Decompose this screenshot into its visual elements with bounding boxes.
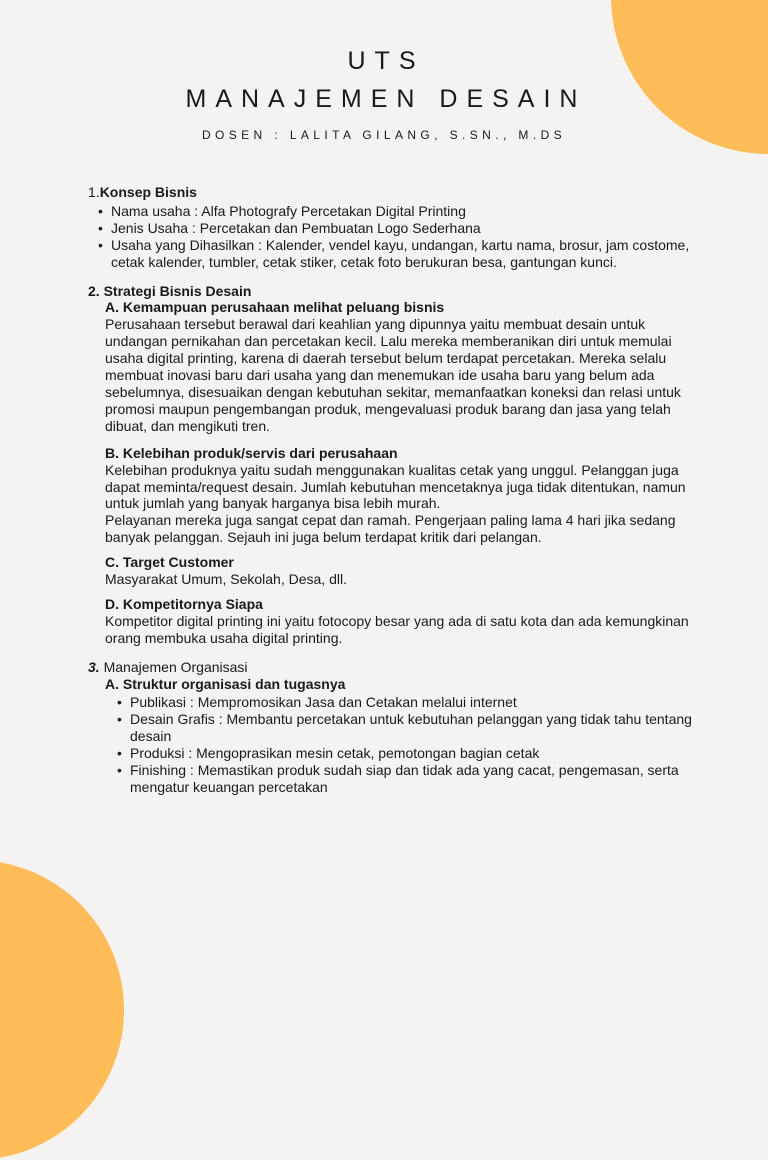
section-2b-heading: B. Kelebihan produk/servis dari perusahaan: [105, 444, 398, 461]
list-item: • Finishing : Memastikan produk sudah siap dan tidak ada yang cacat, pengemasan, serta mengatur keuangan percetakan: [88, 762, 708, 796]
section-2a-paragraph: Perusahaan tersebut berawal dari keahlian yang dipunnya yaitu membuat desain untuk undangan pernikahan dan percetakan kecil. Lalu mereka memberanikan diri untuk memulai usaha digital printing, karena di daerah tersebut belum terdapat percetakan. Mereka selalu membuat inovasi baru dari usaha yang dan menemukan ide usaha baru yang belum ada sebelumnya, disesuaikan dengan kebutuhan sekitar, memanfaatkan koneksi dan relasi untuk promosi maupun pengembangan produk, mengevaluasi produk barang dan jasa yang telah dibuat, dan mengikuti tren.: [105, 316, 681, 434]
section-3-title: Manajemen Organisasi: [103, 658, 248, 675]
list-item: • Publikasi : Mempromosikan Jasa dan Cetakan melalui internet: [88, 694, 708, 711]
document-title-uts: UTS: [347, 47, 425, 75]
list-item: • Jenis Usaha : Percetakan dan Pembuatan Logo Sederhana: [88, 220, 708, 237]
list-item: • Desain Grafis : Membantu percetakan untuk kebutuhan pelanggan yang tidak tahu tentang desain: [88, 711, 708, 745]
section-2-number: 2.: [88, 282, 100, 299]
section-3-list: [88, 694, 708, 795]
document-title-course: MANAJEMEN DESAIN: [185, 85, 587, 113]
lecturer-line: DOSEN : LALITA GILANG, S.SN., M.DS: [201, 128, 567, 142]
decorative-circle-bottom-left: [0, 860, 124, 1160]
section-2a-heading: A. Kemampuan perusahaan melihat peluang bisnis: [105, 299, 445, 316]
section-2b-paragraph-1: Kelebihan produknya yaitu sudah menggunakan kualitas cetak yang unggul. Pelanggan juga dapat meminta/request desain. Jumlah kebutuhan mencetaknya juga tidak ditentukan, namun untuk jumlah yang banyak harganya bisa lebih murah.: [105, 461, 686, 512]
section-1-list: [88, 203, 708, 271]
section-2c-paragraph: Masyarakat Umum, Sekolah, Desa, dll.: [105, 571, 347, 588]
section-3a-heading: A. Struktur organisasi dan tugasnya: [105, 675, 346, 692]
section-2-heading: [88, 283, 708, 300]
section-3-heading: [88, 659, 708, 676]
section-2c-heading: C. Target Customer: [105, 554, 234, 571]
section-2d-heading: D. Kompetitornya Siapa: [105, 595, 263, 612]
list-item: • Nama usaha : Alfa Photografy Percetakan Digital Printing: [88, 203, 708, 220]
section-2b-paragraph-2: Pelayanan mereka juga sangat cepat dan ramah. Pengerjaan paling lama 4 hari jika sedang banyak pelanggan. Sejauh ini juga belum terdapat kritik dari pelangan.: [105, 512, 676, 546]
list-item: • Usaha yang Dihasilkan : Kalender, vendel kayu, undangan, kartu nama, brosur, jam costome, cetak kalender, tumbler, cetak stiker, cetak foto berukuran besa, gantungan kunci.: [88, 237, 708, 271]
section-1-heading: [88, 184, 708, 201]
section-1-title: Konsep Bisnis: [99, 184, 197, 200]
document-header: [0, 46, 768, 142]
section-3-number: 3.: [88, 658, 100, 675]
list-item: • Produksi : Mengoprasikan mesin cetak, pemotongan bagian cetak: [88, 745, 708, 762]
document-body: [88, 184, 708, 796]
section-1-number: 1.: [88, 184, 100, 200]
section-2d-paragraph: Kompetitor digital printing ini yaitu fotocopy besar yang ada di satu kota dan ada kemungkinan orang membuka usaha digital printing.: [105, 612, 689, 646]
section-2-title: Strategi Bisnis Desain: [103, 282, 252, 299]
